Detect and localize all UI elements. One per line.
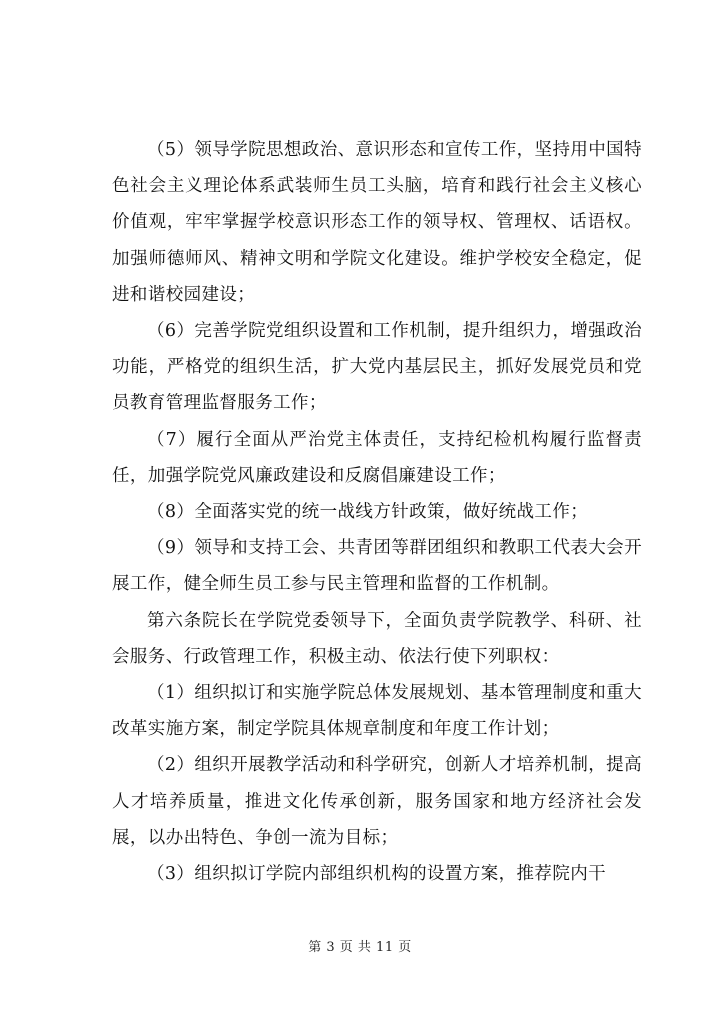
paragraph-item-6: （6）完善学院党组织设置和工作机制，提升组织力，增强政治功能，严格党的组织生活，扩大党内基层民主，抓好发展党员和党员教育管理监督服务工作； [112,321,642,414]
paragraph-article-6: 第六条院长在学院党委领导下，全面负责学院教学、科研、社会服务、行政管理工作，积极主动、依法行使下列职权： [112,610,642,667]
paragraph-power-1: （1）组织拟订和实施学院总体发展规划、基本管理制度和重大改革实施方案，制定学院具体规章制度和年度工作计划； [112,683,642,740]
paragraph-power-2: （2）组织开展教学活动和科学研究，创新人才培养机制，提高人才培养质量，推进文化传承创新，服务国家和地方经济社会发展，以办出特色、争创一流为目标； [112,755,642,848]
document-body [112,132,642,892]
paragraph-item-8: （8）全面落实党的统一战线方针政策，做好统战工作； [147,502,589,523]
paragraph-item-7: （7）履行全面从严治党主体责任，支持纪检机构履行监督责任，加强学院党风廉政建设和反腐倡廉建设工作； [112,429,642,486]
paragraph-item-9: （9）领导和支持工会、共青团等群团组织和教职工代表大会开展工作，健全师生员工参与民主管理和监督的工作机制。 [112,538,642,595]
paragraph-item-5: （5）领导学院思想政治、意识形态和宣传工作，坚持用中国特色社会主义理论体系武装师生员工头脑，培育和践行社会主义核心价值观，牢牢掌握学校意识形态工作的领导权、管理权、话语权。加强师德师风、精神文明和学院文化建设。维护学校安全稳定，促进和谐校园建设； [112,140,642,305]
paragraph-power-3: （3）组织拟订学院内部组织机构的设置方案，推荐院内干 [147,864,607,885]
page-number-footer: 第 3 页 共 11 页 [308,940,412,955]
